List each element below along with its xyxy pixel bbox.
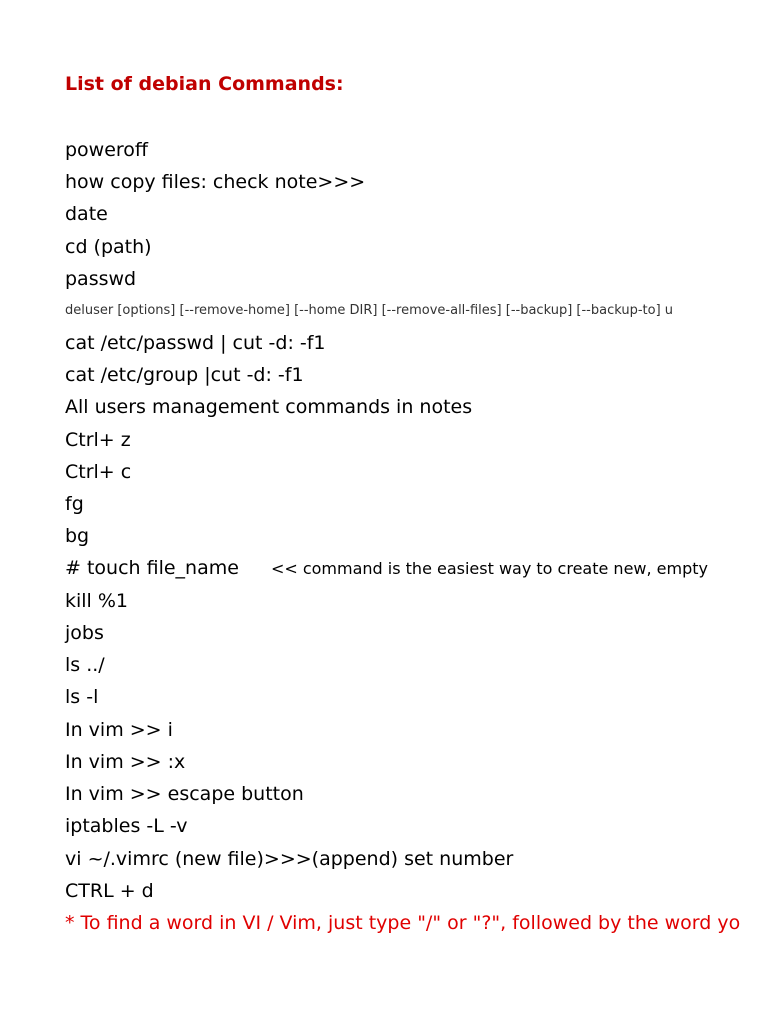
command-line: Ctrl+ c — [65, 461, 132, 483]
command-line: how copy files: check note>>> — [65, 171, 366, 193]
command-line: cat /etc/passwd | cut -d: -f1 — [65, 332, 326, 354]
vim-search-note: * To find a word in VI / Vim, just type "/" or "?", followed by the word yo — [65, 912, 741, 934]
touch-command: # touch file_name — [65, 557, 239, 579]
command-line-deluser: deluser [options] [--remove-home] [--home DIR] [--remove-all-files] [--backup] [--backup-to] u — [65, 303, 674, 318]
command-line-touch — [65, 555, 708, 582]
command-line: date — [65, 203, 108, 225]
command-line: jobs — [65, 622, 104, 644]
command-line: In vim >> :x — [65, 751, 186, 773]
command-line: poweroff — [65, 139, 149, 161]
command-line: cd (path) — [65, 236, 152, 258]
command-line: In vim >> i — [65, 719, 173, 741]
command-line: iptables -L -v — [65, 815, 188, 837]
command-line: cat /etc/group |cut -d: -f1 — [65, 364, 304, 386]
command-line: In vim >> escape button — [65, 783, 304, 805]
command-line: kill %1 — [65, 590, 129, 612]
command-line: fg — [65, 493, 84, 515]
command-line: CTRL + d — [65, 880, 154, 902]
command-line: All users management commands in notes — [65, 396, 473, 418]
command-line: ls -l — [65, 686, 99, 708]
touch-arrow-note: << command is the easiest way to create new, empty — [270, 559, 708, 578]
command-line: passwd — [65, 268, 137, 290]
command-line: Ctrl+ z — [65, 429, 131, 451]
command-line: ls ../ — [65, 654, 105, 676]
command-line: bg — [65, 525, 90, 547]
command-line: vi ~/.vimrc (new file)>>>(append) set number — [65, 848, 514, 870]
document-title: List of debian Commands: — [65, 73, 344, 95]
